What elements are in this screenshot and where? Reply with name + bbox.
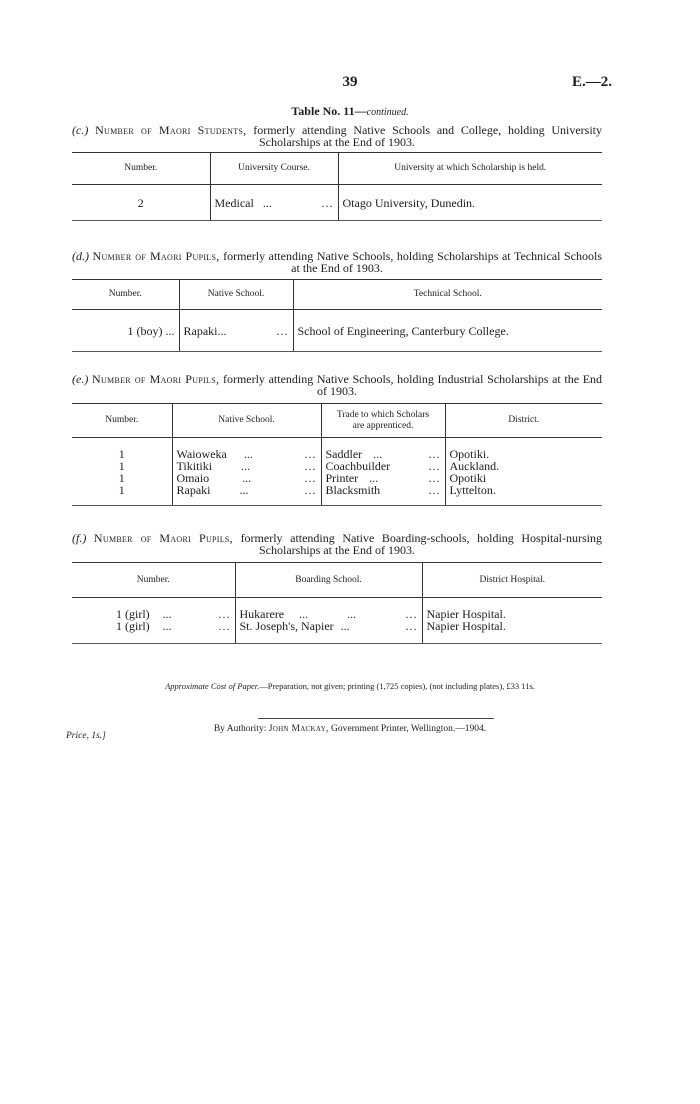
table-row — [72, 608, 602, 620]
table-row — [72, 620, 602, 644]
section-d-heading — [72, 250, 602, 274]
cell-number: 1 (boy) ... — [72, 310, 179, 352]
cell-native-school: ... Omaio ... — [172, 472, 321, 484]
section-d-heading-text: formerly attending Native Schools, holding Scholarships at Technical Schools at the End of 1903. — [223, 249, 602, 275]
section-f-label: (f.) — [72, 531, 87, 545]
table-d-header-row — [72, 280, 602, 310]
table-title-main: Table No. 11— — [291, 104, 367, 118]
printer-authority: By Authority: John Mackay, Government Printer, Wellington.—1904. — [213, 724, 487, 734]
cell-boarding-school: ... St. Joseph's, Napier ... — [235, 620, 422, 644]
column-header-number: Number. — [72, 563, 235, 598]
cell-district: Opotiki. — [445, 448, 602, 460]
cell-boarding-school: ... Hukarere ... ... — [235, 608, 422, 620]
column-header-technical-school: Technical School. — [293, 280, 602, 310]
cell-number: 1 — [118, 446, 125, 461]
table-title-continued: continued. — [366, 107, 409, 118]
cell-technical-school: School of Engineering, Canterbury College. — [293, 310, 602, 352]
section-c-heading — [72, 124, 602, 148]
cell-district: Opotiki — [445, 472, 602, 484]
cell-number: 1 — [118, 458, 125, 473]
section-f-heading-smallcaps: Number of Maori Pupils, — [93, 531, 233, 545]
table-title — [0, 104, 700, 119]
section-f-heading-text: formerly attending Native Boarding-schools, holding Hospital-nursing Scholarships at the End of 1903. — [240, 531, 603, 557]
cell-trade: ... Coachbuilder — [321, 460, 445, 472]
table-f-header-row — [72, 563, 602, 598]
section-d-heading-smallcaps: Number of Maori Pupils, — [92, 249, 220, 263]
table-e-header-row — [72, 404, 602, 438]
cost-of-paper-note — [0, 681, 700, 691]
cell-university: Otago University, Dunedin. — [338, 185, 602, 221]
section-e-heading-smallcaps: Number of Maori Pupils, — [91, 372, 220, 386]
cost-text: —Preparation, not given; printing (1,725 copies), (not including plates), £33 11s. — [259, 681, 535, 691]
cell-course: ... Medical ... — [210, 185, 338, 221]
cell-number: 2 — [72, 185, 210, 221]
cell-native-school: ... Tikitiki ... — [172, 460, 321, 472]
table-e — [72, 403, 602, 506]
section-f-heading — [72, 532, 602, 556]
cell-district-hospital: Napier Hospital. — [422, 620, 602, 644]
table-c-header-row — [72, 153, 602, 185]
section-c-label: (c.) — [72, 123, 89, 137]
cost-label: Approximate Cost of Paper. — [165, 681, 260, 691]
column-header-boarding-school: Boarding School. — [235, 563, 422, 598]
cell-district: Auckland. — [445, 460, 602, 472]
cell-trade: ... Printer ... — [321, 472, 445, 484]
printer-name: John Mackay, — [268, 724, 329, 734]
table-d — [72, 279, 602, 352]
column-header-number: Number. — [72, 280, 179, 310]
section-e-heading-text: formerly attending Native Schools, holding Industrial Scholarships at the End of 1903. — [222, 372, 603, 398]
divider — [258, 718, 494, 719]
section-c-heading-smallcaps: Number of Maori Students, — [95, 123, 247, 137]
column-header-native-school: Native School. — [172, 404, 321, 438]
table-row — [72, 185, 602, 221]
section-d-label: (d.) — [72, 249, 89, 263]
page-number: 39 — [342, 74, 358, 90]
column-header-district: District. — [445, 404, 602, 438]
cell-number: ... 1 (girl) ... — [116, 606, 231, 621]
cell-number: ... 1 (girl) ... — [72, 620, 235, 644]
table-f — [72, 562, 602, 644]
cell-trade: ... Saddler ... — [321, 448, 445, 460]
section-c-heading-text: formerly attending Native Schools and College, holding University Scholarships at the End of 1903. — [253, 123, 603, 149]
section-e-label: (e.) — [72, 372, 89, 386]
table-row — [72, 310, 602, 352]
column-header-university-course: University Course. — [210, 153, 338, 185]
cell-number: 1 — [72, 484, 172, 506]
table-c — [72, 152, 602, 221]
column-header-district-hospital: District Hospital. — [422, 563, 602, 598]
cell-district: Lyttelton. — [445, 484, 602, 506]
cell-native-school: ... Rapaki ... — [172, 484, 321, 506]
cell-number: 1 — [118, 470, 125, 485]
cell-trade: ... Blacksmith — [321, 484, 445, 506]
section-e-heading — [72, 373, 602, 397]
cell-native-school: ... Rapaki... — [179, 310, 293, 352]
cell-native-school: ... Waioweka ... — [172, 448, 321, 460]
column-header-number: Number. — [72, 153, 210, 185]
column-header-trade: Trade to which Scholars are apprenticed. — [321, 404, 445, 438]
column-header-native-school: Native School. — [179, 280, 293, 310]
table-row — [72, 484, 602, 506]
cell-district-hospital: Napier Hospital. — [422, 608, 602, 620]
price: Price, 1s.] — [66, 731, 106, 741]
column-header-number: Number. — [72, 404, 172, 438]
document-reference: E.—2. — [571, 74, 612, 90]
column-header-university: University at which Scholarship is held. — [338, 153, 602, 185]
